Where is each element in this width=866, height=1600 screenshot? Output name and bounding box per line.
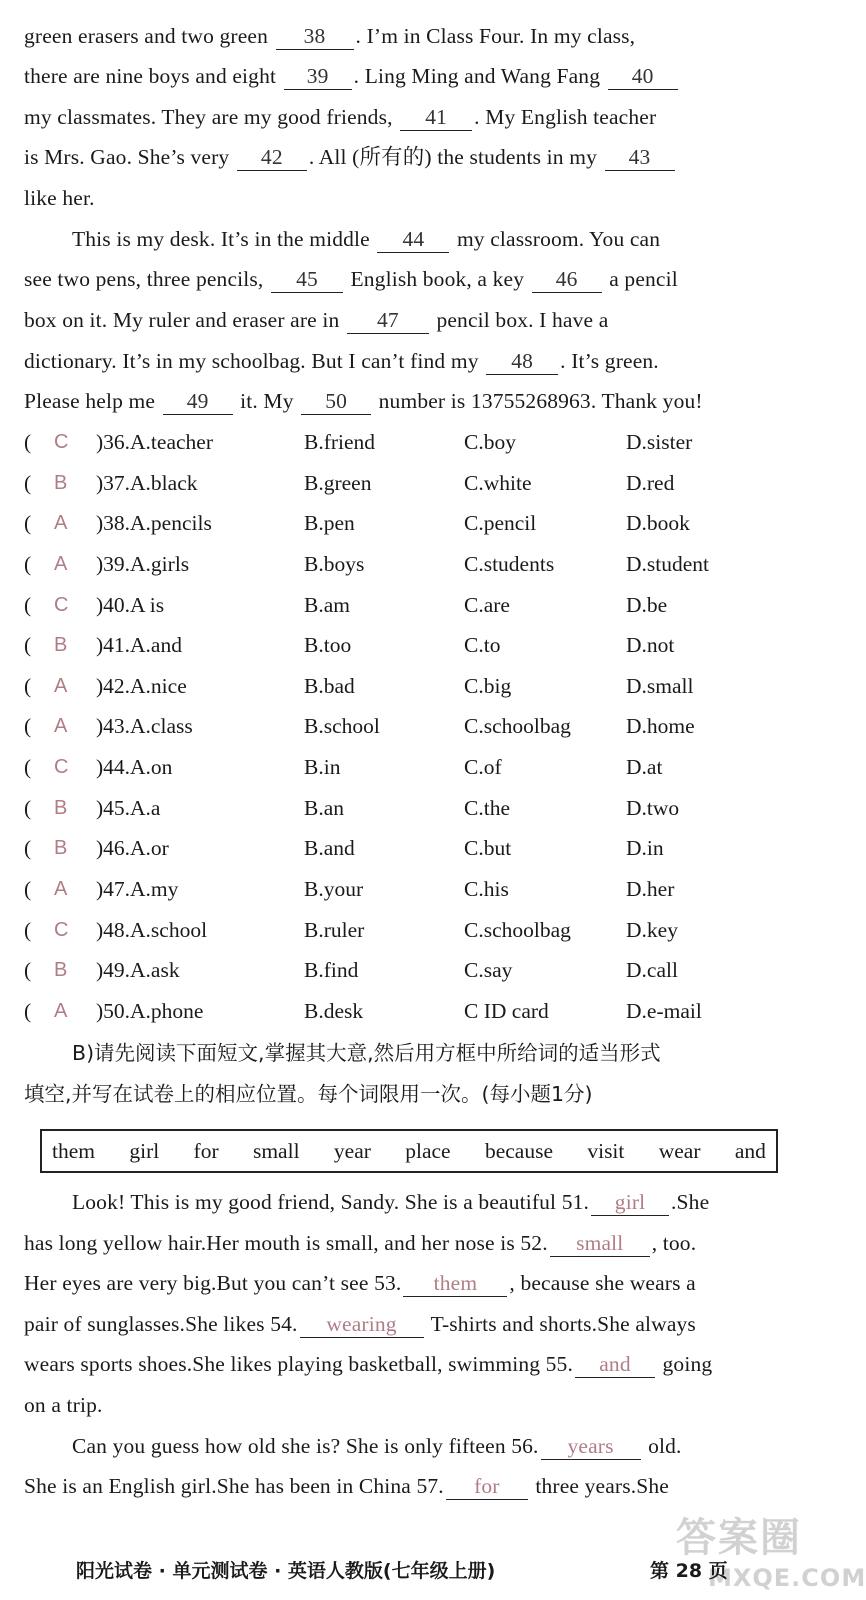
- option-row-45: [24, 788, 794, 829]
- open-paren: (: [24, 430, 32, 454]
- text: see two pens, three pencils,: [24, 267, 264, 291]
- section-b-instruction-2: 填空,并写在试卷上的相应位置。每个词限用一次。(每小题1分): [24, 1082, 593, 1106]
- option-a: )38.A.pencils: [96, 511, 212, 535]
- option-d: D.in: [626, 836, 664, 860]
- option-a: )43.A.class: [96, 714, 193, 738]
- text: my classmates. They are my good friends,: [24, 105, 393, 129]
- answer-mark: C: [54, 919, 69, 941]
- text: like her.: [24, 186, 95, 210]
- passage-line: [24, 381, 794, 422]
- option-b: B.find: [304, 958, 359, 982]
- text: Her eyes are very big.But you can’t see 53.: [24, 1271, 402, 1295]
- word-box-item: visit: [587, 1138, 625, 1163]
- option-c: C.but: [464, 836, 512, 860]
- option-c: C.to: [464, 633, 501, 657]
- passage-b-line: [24, 1344, 794, 1385]
- option-c: C.pencil: [464, 511, 537, 535]
- text: , too.: [651, 1231, 697, 1255]
- text: it. My: [240, 389, 294, 413]
- text: wears sports shoes.She likes playing basketball, swimming 55.: [24, 1352, 573, 1376]
- passage-line: [24, 259, 794, 300]
- option-c: C.of: [464, 755, 502, 779]
- option-a: )42.A.nice: [96, 674, 187, 698]
- blank-46: 46: [532, 266, 602, 293]
- passage-b-line: [24, 1223, 794, 1264]
- answer-mark: C: [54, 431, 69, 453]
- open-paren: (: [24, 796, 32, 820]
- option-row-46: [24, 828, 794, 869]
- option-c: C.students: [464, 552, 555, 576]
- blank-38: 38: [276, 23, 354, 50]
- option-b: B.and: [304, 836, 355, 860]
- option-d: D.at: [626, 755, 663, 779]
- passage-line: [24, 300, 794, 341]
- text: old.: [648, 1434, 682, 1458]
- blank-49: 49: [163, 388, 233, 415]
- blank-48: 48: [486, 348, 558, 375]
- answer-mark: C: [54, 594, 69, 616]
- passage-line: [24, 178, 794, 219]
- open-paren: (: [24, 552, 32, 576]
- open-paren: (: [24, 511, 32, 535]
- option-d: D.sister: [626, 430, 693, 454]
- option-c: C.schoolbag: [464, 918, 571, 942]
- text: T-shirts and shorts.She always: [430, 1312, 696, 1336]
- word-box-item: them: [52, 1138, 95, 1163]
- answer-mark: A: [54, 512, 68, 534]
- option-row-42: [24, 666, 794, 707]
- text: green erasers and two green: [24, 24, 269, 48]
- answer-mark: A: [54, 1000, 68, 1022]
- option-a: )47.A.my: [96, 877, 179, 901]
- passage-b-line: [24, 1466, 794, 1507]
- option-c: C ID card: [464, 999, 549, 1023]
- option-row-41: [24, 625, 794, 666]
- option-a: )46.A.or: [96, 836, 169, 860]
- text: box on it. My ruler and eraser are in: [24, 308, 340, 332]
- answer-mark: B: [54, 472, 68, 494]
- watermark-text: 答案圈: [676, 1515, 802, 1561]
- word-box-item: year: [333, 1138, 371, 1163]
- option-row-40: [24, 585, 794, 626]
- option-d: D.be: [626, 593, 668, 617]
- option-a: )39.A.girls: [96, 552, 190, 576]
- option-b: B.school: [304, 714, 380, 738]
- option-b: B.your: [304, 877, 364, 901]
- section-b-instruction-1: B)请先阅读下面短文,掌握其大意,然后用方框中所给词的适当形式: [72, 1041, 661, 1065]
- open-paren: (: [24, 593, 32, 617]
- word-box-item: for: [193, 1138, 219, 1163]
- answer-51: girl: [591, 1189, 669, 1216]
- option-row-47: [24, 869, 794, 910]
- passage-line: [24, 219, 794, 260]
- option-b: B.friend: [304, 430, 376, 454]
- text: She is an English girl.She has been in China 57.: [24, 1474, 444, 1498]
- option-d: D.key: [626, 918, 678, 942]
- answer-mark: A: [54, 878, 68, 900]
- word-box-item: small: [252, 1138, 300, 1163]
- option-a: )45.A.a: [96, 796, 161, 820]
- text: . Ling Ming and Wang Fang: [353, 64, 601, 88]
- option-a: )49.A.ask: [96, 958, 180, 982]
- option-b: B.boys: [304, 552, 365, 576]
- blank-40: 40: [608, 63, 678, 90]
- option-c: C.schoolbag: [464, 714, 571, 738]
- text: Can you guess how old she is? She is only fifteen 56.: [72, 1434, 539, 1458]
- option-d: D.student: [626, 552, 710, 576]
- option-a: )36.A.teacher: [96, 430, 213, 454]
- open-paren: (: [24, 633, 32, 657]
- word-box-item: and: [734, 1138, 766, 1163]
- text: . All (所有的) the students in my: [308, 145, 597, 169]
- answer-mark: B: [54, 797, 68, 819]
- option-a: )40.A is: [96, 593, 165, 617]
- option-b: B.green: [304, 471, 372, 495]
- text: Look! This is my good friend, Sandy. She is a beautiful 51.: [72, 1190, 590, 1214]
- open-paren: (: [24, 755, 32, 779]
- option-row-36: [24, 422, 794, 463]
- blank-50: 50: [301, 388, 371, 415]
- word-box-item: girl: [129, 1138, 160, 1163]
- watermark-url: MXQE.COM: [708, 1564, 866, 1592]
- open-paren: (: [24, 958, 32, 982]
- text: pencil box. I have a: [436, 308, 609, 332]
- passage-b-line: [24, 1304, 794, 1345]
- open-paren: (: [24, 918, 32, 942]
- answer-54: wearing: [300, 1311, 424, 1338]
- option-c: C.big: [464, 674, 512, 698]
- option-b: B.bad: [304, 674, 355, 698]
- answer-mark: A: [54, 715, 68, 737]
- answer-mark: B: [54, 634, 68, 656]
- passage-b-line: [24, 1385, 794, 1426]
- blank-47: 47: [347, 307, 429, 334]
- blank-42: 42: [237, 144, 307, 171]
- answer-mark: C: [54, 756, 69, 778]
- option-row-39: [24, 544, 794, 585]
- text: .She: [671, 1190, 710, 1214]
- option-d: D.her: [626, 877, 675, 901]
- text: . My English teacher: [474, 105, 657, 129]
- option-row-44: [24, 747, 794, 788]
- option-row-50: [24, 991, 794, 1032]
- text: has long yellow hair.Her mouth is small, and her nose is 52.: [24, 1231, 548, 1255]
- option-d: D.red: [626, 471, 675, 495]
- option-a: )37.A.black: [96, 471, 198, 495]
- text: a pencil: [609, 267, 678, 291]
- text: . It’s green.: [560, 349, 659, 373]
- open-paren: (: [24, 471, 32, 495]
- text: there are nine boys and eight: [24, 64, 277, 88]
- text: three years.She: [535, 1474, 669, 1498]
- word-box: [40, 1129, 778, 1173]
- passage-b-line: [24, 1263, 794, 1304]
- option-b: B.in: [304, 755, 341, 779]
- text: This is my desk. It’s in the middle: [72, 227, 370, 251]
- option-c: C.his: [464, 877, 509, 901]
- text: dictionary. It’s in my schoolbag. But I can’t find my: [24, 349, 479, 373]
- passage-b-line: [24, 1426, 794, 1467]
- text: Please help me: [24, 389, 156, 413]
- word-box-item: because: [484, 1138, 553, 1163]
- page-footer: [0, 1556, 833, 1588]
- option-a: )50.A.phone: [96, 999, 204, 1023]
- blank-44: 44: [377, 226, 449, 253]
- option-d: D.book: [626, 511, 690, 535]
- answer-52: small: [550, 1230, 650, 1257]
- text: pair of sunglasses.She likes 54.: [24, 1312, 298, 1336]
- blank-41: 41: [400, 104, 472, 131]
- option-c: C.white: [464, 471, 532, 495]
- answer-mark: B: [54, 837, 68, 859]
- passage-line: [24, 97, 794, 138]
- text: is Mrs. Gao. She’s very: [24, 145, 230, 169]
- option-d: D.two: [626, 796, 680, 820]
- option-a: )41.A.and: [96, 633, 182, 657]
- text: number is 13755268963. Thank you!: [378, 389, 703, 413]
- blank-45: 45: [271, 266, 343, 293]
- option-b: B.ruler: [304, 918, 365, 942]
- open-paren: (: [24, 999, 32, 1023]
- open-paren: (: [24, 714, 32, 738]
- footer-title: 阳光试卷 · 单元测试卷 · 英语人教版(七年级上册): [76, 1560, 496, 1582]
- option-a: )44.A.on: [96, 755, 173, 779]
- option-c: C.the: [464, 796, 510, 820]
- open-paren: (: [24, 836, 32, 860]
- option-c: C.are: [464, 593, 510, 617]
- text: going: [662, 1352, 713, 1376]
- passage-b-line: [24, 1182, 794, 1223]
- answer-mark: A: [54, 675, 68, 697]
- option-b: B.desk: [304, 999, 364, 1023]
- option-d: D.e-mail: [626, 999, 702, 1023]
- option-a: )48.A.school: [96, 918, 208, 942]
- option-row-48: [24, 910, 794, 951]
- option-row-37: [24, 463, 794, 504]
- answer-56: years: [541, 1433, 641, 1460]
- option-c: C.say: [464, 958, 513, 982]
- open-paren: (: [24, 674, 32, 698]
- option-b: B.am: [304, 593, 350, 617]
- passage-line: [24, 137, 794, 178]
- option-d: D.home: [626, 714, 695, 738]
- open-paren: (: [24, 877, 32, 901]
- blank-43: 43: [605, 144, 675, 171]
- word-box-item: wear: [658, 1138, 701, 1163]
- option-d: D.small: [626, 674, 694, 698]
- option-b: B.pen: [304, 511, 355, 535]
- passage-line: [24, 341, 794, 382]
- option-b: B.too: [304, 633, 352, 657]
- option-row-49: [24, 950, 794, 991]
- answer-mark: A: [54, 553, 68, 575]
- answer-mark: B: [54, 959, 68, 981]
- option-row-38: [24, 503, 794, 544]
- answer-53: them: [403, 1270, 507, 1297]
- passage-line: [24, 56, 794, 97]
- text: . I’m in Class Four. In my class,: [355, 24, 636, 48]
- option-c: C.boy: [464, 430, 516, 454]
- answer-57: for: [446, 1473, 528, 1500]
- text: on a trip.: [24, 1393, 103, 1417]
- answer-55: and: [575, 1351, 655, 1378]
- passage-line: [24, 16, 794, 57]
- option-row-43: [24, 706, 794, 747]
- option-d: D.call: [626, 958, 678, 982]
- blank-39: 39: [284, 63, 352, 90]
- option-b: B.an: [304, 796, 345, 820]
- text: , because she wears a: [509, 1271, 696, 1295]
- option-d: D.not: [626, 633, 675, 657]
- word-box-item: place: [405, 1138, 451, 1163]
- text: my classroom. You can: [456, 227, 661, 251]
- text: English book, a key: [350, 267, 525, 291]
- page-number: 第 28 页: [650, 1560, 728, 1582]
